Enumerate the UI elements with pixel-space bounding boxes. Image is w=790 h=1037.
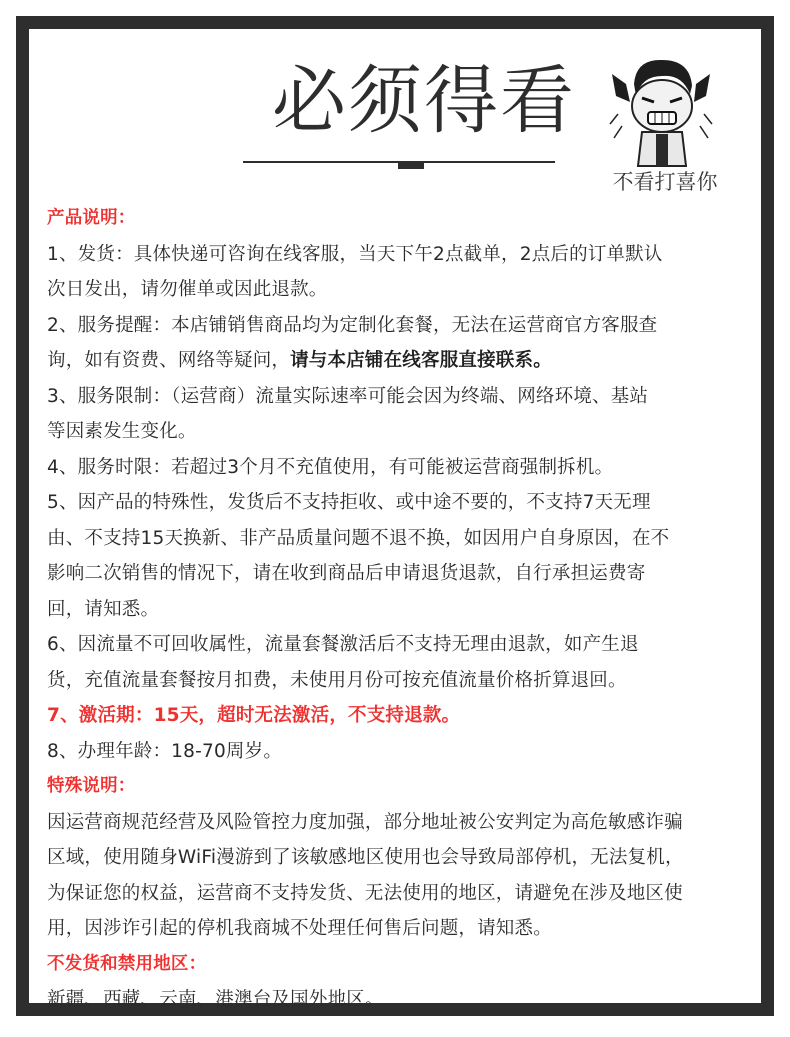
item-8-line: 8、办理年龄：18-70周岁。 <box>47 740 283 762</box>
section-heading-special: 特殊说明： <box>47 776 136 796</box>
item-2-bold-text: 请与本店铺在线客服直接联系。 <box>290 350 552 371</box>
item-6-line-1: 6、因流量不可回收属性，流量套餐激活后不支持无理由退款，如产生退 <box>47 634 639 655</box>
meme-face-icon <box>604 54 719 174</box>
item-5-line-1: 5、因产品的特殊性，发货后不支持拒收、或中途不要的，不支持7天无理 <box>47 492 651 513</box>
item-5-line-2: 由、不支持15天换新、非产品质量问题不退不换，如因用户自身原因，在不 <box>47 527 670 549</box>
item-7-activation-notice: 7、激活期：15天，超时无法激活，不支持退款。 <box>47 705 461 726</box>
page-title: 必须得看 <box>272 58 576 144</box>
item-2-line-1: 2、服务提醒：本店铺销售商品均为定制化套餐，无法在运营商官方客服查 <box>47 314 658 336</box>
notice-card <box>29 29 761 1010</box>
special-line-3: 为保证您的权益，运营商不支持发货、无法使用的地区，请避免在涉及地区使 <box>47 882 683 904</box>
special-line-4: 用，因涉诈引起的停机我商城不处理任何售后问题，请知悉。 <box>47 918 552 939</box>
section-heading-product: 产品说明： <box>47 208 136 228</box>
title-underline-tick <box>398 162 424 169</box>
item-5-line-3: 影响二次销售的情况下，请在收到商品后申请退货退款，自行承担运费寄 <box>47 563 646 584</box>
special-line-2: 区域，使用随身WiFi漫游到了该敏感地区使用也会导致局部停机，无法复机， <box>47 847 684 868</box>
notice-content <box>47 201 747 1018</box>
item-1-line-1: 1、发货：具体快递可咨询在线客服，当天下午2点截单，2点后的订单默认 <box>47 243 663 265</box>
item-4-line: 4、服务时限：若超过3个月不充值使用，有可能被运营商强制拆机。 <box>47 456 614 478</box>
item-2-plain-text: 询，如有资费、网络等疑问， <box>47 350 291 371</box>
item-3-line-1: 3、服务限制：（运营商）流量实际速率可能会因为终端、网络环境、基站 <box>47 385 649 407</box>
outer-frame <box>16 16 774 1016</box>
meme-caption: 不看打喜你 <box>612 170 718 194</box>
item-5-line-4: 回，请知悉。 <box>47 598 160 620</box>
item-1-line-2: 次日发出，请勿催单或因此退款。 <box>47 279 328 300</box>
item-2-line-2 <box>47 343 747 379</box>
item-3-line-2: 等因素发生变化。 <box>47 421 197 442</box>
special-line-1: 因运营商规范经营及风险管控力度加强，部分地址被公安判定为高危敏感诈骗 <box>47 811 683 833</box>
noship-regions: 新疆、西藏、云南、港澳台及国外地区。 <box>47 989 384 1010</box>
section-heading-noship: 不发货和禁用地区： <box>47 953 207 974</box>
item-6-line-2: 货，充值流量套餐按月扣费，未使用月份可按充值流量价格折算退回。 <box>47 669 627 691</box>
